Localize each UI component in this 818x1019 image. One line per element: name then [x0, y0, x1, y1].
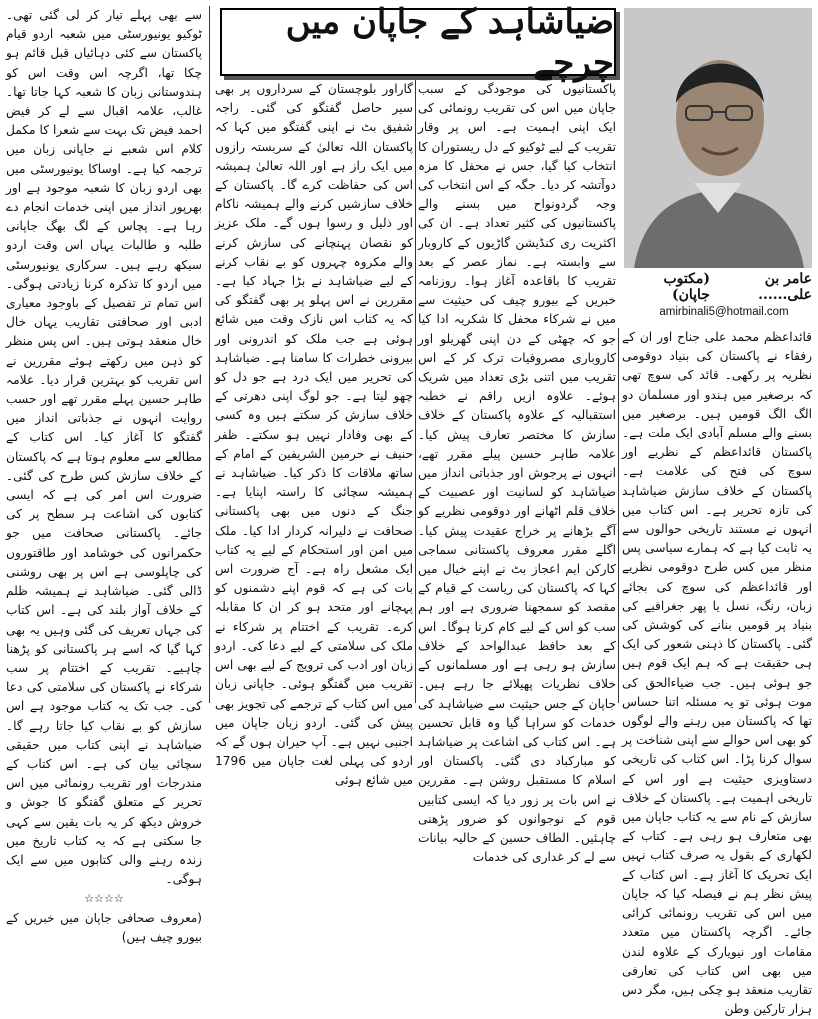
- author-portrait-icon: [624, 8, 812, 268]
- column-name: (مکتوب جاپان): [663, 271, 710, 303]
- headline: ضیاشاہد کے جاپان میں چرچے: [285, 2, 614, 83]
- author-email[interactable]: amirbinali5@hotmail.com: [659, 306, 789, 318]
- article-column-mid-left: [215, 80, 413, 788]
- article-column-right: [622, 328, 812, 1017]
- column-text: سے بھی پہلے تیار کر لی گئی تھی۔ ٹوکیو یونیورسٹی میں شعبہ اردو قیام پاکستان سے کئی دہائیاں قبل قائم ہو چکا تھا، اگرچہ اس وقت اس کو ہندوستانی زبان کا شعبہ کہا جاتا تھا۔ غالب، علامہ اقبال سے لے کر فیض احمد فیض تک بہت سے شعرا کا مکمل کلام اس شعبے نے جاپانی زبان میں ترجمہ کیا ہے۔ اوساکا یونیورسٹی میں بھی اردو زبان کا شعبہ موجود ہے اور بھرپور انداز میں اپنی خدمات انجام دے رہا ہے۔ پچاس کے لگ بھگ جاپانی طلبہ و طالبات یہاں اس وقت اردو سیکھ رہے ہیں۔ سرکاری یونیورسٹی میں اردو کا تذکرہ کرنا زیادتی ہوگی۔ اس تمام تر تفصیل کے باوجود معیاری ادبی اور صحافتی تقاریب یہاں خال خال منعقد ہوتی ہیں۔ اس پس منظر کو ذہن میں رکھتے ہوئے مقررین نے اس تقریب کو بہترین قرار دیا۔ علامہ طاہر حسین پہلے مقرر تھے اور حسب روایت انہوں نے جذباتی انداز میں گفتگو کا آغاز کیا۔ اس کتاب کے مطالعے سے معلوم ہوتا ہے کہ پاکستان کے خلاف سازش کس طرح کی گئی۔ ضرورت اس امر کی ہے کہ ایسی کتابوں کی اشاعت ہر سطح پر کی جائے۔ پاکستانی صحافت میں جو حکمرانوں کی خوشامد اور طاقتوروں کی چاپلوسی ہے اس پر بھی روشنی ڈالی گئی۔ ضیاشاہد نے ہمیشہ ظلم کے خلاف آواز بلند کی ہے۔ اس کتاب کی جہاں تعریف کی گئی وہیں یہ بھی کہا گیا کہ اسے ہر پاکستانی کو پڑھنا چاہیے۔ تقریب کے اختتام پر سب شرکاء نے پاکستان کی سلامتی کی دعا کی۔ جب تک یہ کتاب موجود ہے اس سازش کو بے نقاب کیا جاتا رہے گا۔ ضیاشاہد نے اپنی کتاب میں حقیقی سچائی بیان کی ہے۔ اس کتاب کے مندرجات اور تقریب رونمائی میں اس تحریر کے متعلق گفتگو کا جوش و خروش دیکھ کر یہ بات یقین سے کہی جا سکتی ہے کہ یہ کتاب تاریخ میں زندہ رہنے والی کتابوں میں سے ایک ہوگی۔: [6, 8, 202, 887]
- column-divider: [209, 6, 210, 703]
- headline-box: [220, 2, 616, 83]
- column-divider: [618, 328, 619, 703]
- author-name: عامر بن علی......: [758, 271, 812, 303]
- article-column-left: [6, 6, 202, 944]
- author-footnote: (معروف صحافی جاپان میں خبریں کے بیورو چیف ہیں): [6, 910, 202, 944]
- column-text: پاکستانیوں کی موجودگی کے سبب جاپان میں اس کی تقریب رونمائی کی ایک اپنی اہمیت ہے۔ اس پر وقار تقریب کے لیے ٹوکیو کے دل ریستوران کا انتخاب کیا گیا، جس نے محفل کا مزہ دوآتشہ کر دیا۔ جگہ کے اس انتخاب کی وجہ گردونواح میں بسنے والے پاکستانیوں کی کثیر تعداد ہے۔ ان کی اکثریت ری کنڈیشن گاڑیوں کے کاروبار سے وابستہ ہے۔ نماز عصر کے بعد تقریب کا باقاعدہ آغاز ہوا۔ روزنامہ خبریں کے بیورو چیف کی حیثیت سے میں نے شرکاء محفل کا شکریہ ادا کیا جو کہ چھٹی کے دن اپنی گھریلو اور کاروباری مصروفیات ترک کر کے اس تقریب میں اتنی بڑی تعداد میں شریک ہوئے۔ علاوہ ازیں راقم نے خطبہ استقبالیہ کے علاوہ پاکستان کے خلاف سازش کا مختصر تعارف پیش کیا۔ علامہ طاہر حسین پیلے مقرر تھے، انہوں نے پرجوش اور جذباتی انداز میں ضیاشاہد کو لسانیت اور عصبیت کے خلاف قلم اٹھانے اور دوقومی نظریے کو آگے بڑھانے پر خراج عقیدت پیش کیا۔ اگلے مقرر معروف پاکستانی سماجی کارکن ایم اعجاز بٹ نے اپنے خیال میں کہا کہ پاکستان کی ریاست کے قیام کے مقصد کو سمجھنا ضروری ہے اور ہم سب کو اس کے لیے کام کرنا ہوگا۔ اس کے بعد حافظ عبدالواحد کے خلاف سازش ہو رہی ہے اور مسلمانوں کے خلاف نظریات پھیلائے جا رہے ہیں۔ جاپان کے جس حیثیت سے ضیاشاہد کی خدمات کو سراہا گیا وہ قابل تحسین ہے۔ اس کتاب کی اشاعت پر ضیاشاہد کو مبارکباد دی گئی۔ پاکستان اور اسلام کا مستقبل روشن ہے۔ مقررین نے اس بات پر زور دیا کہ ایسی کتابیں قوم کے نوجوانوں کو ضرور پڑھنی چاہئیں۔ الطاف حسین کے حالیہ بیانات سے لے کر غداری کی خدمات: [418, 82, 616, 865]
- column-text: قائداعظم محمد علی جناح اور ان کے رفقاء نے پاکستان کی بنیاد دوقومی نظریہ پر رکھی۔ قائد کی سوچ تھی کہ برصغیر میں ہندو اور مسلمان دو الگ الگ قومیں ہیں۔ برصغیر میں بسنے والے مسلم آبادی ایک ملت ہے۔ پاکستان قائداعظم کے نظریے اور سوچ کی فتح کی علامت ہے۔ پاکستان کے خلاف سازش ضیاشاہد کی تازہ تحریر ہے۔ اس کتاب میں انہوں نے مستند تاریخی حوالوں سے یہ ثابت کیا ہے کہ ہمارے سیاسی پس منظر میں کس طرح دوقومی نظریے اور قائداعظم کی سوچ کی بجائے زبان، رنگ، نسل یا پھر جغرافیے کی بنیاد پر قومیں بنانے کی کوشش کی گئی۔ پاکستان کا ذہنی شعور کی ایک ہی حقیقت ہے کہ ہم ایک قوم ہیں جو ہوئی ہیں۔ جب ضیاءالحق کی موت ہوئی تو یہ مسئلہ اتنا حساس تھا کہ پاکستان میں رہنے والے لوگوں کو بھی اس حوالے سے اپنی شناخت پر سوال کرنا پڑا۔ اس کتاب کی تاریخی دستاویزی حیثیت ہے اور اس کے تاریخی اہمیت ہے۔ پاکستان کے خلاف سازش کے نام سے یہ کتاب جاپان میں بھی متعارف ہو رہی ہے۔ کتاب کے لکھاری کے بقول یہ صرف کتاب نہیں ایک تحریک کا آغاز ہے۔ اس کتاب کے پیش نظر ہم نے فیصلہ کیا کہ جاپان میں اس کی تقریب رونمائی کرائی جائے۔ اگرچہ پاکستان میں متعدد مقامات اور نیویارک کے علاوہ لندن میں بھی اس کتاب کی تعارفی تقاریب منعقد ہو چکی ہیں، مگر دس ہزار تارکین وطن: [622, 330, 812, 1017]
- article-column-mid-right: [418, 80, 616, 865]
- author-photo: [624, 8, 812, 268]
- section-ornament: ☆☆☆☆: [84, 892, 124, 906]
- column-text: گاراور بلوچستان کے سرداروں پر بھی سیر حاصل گفتگو کی گئی۔ راجہ شفیق بٹ نے اپنی گفتگو میں کہا کہ پاکستان اللہ تعالیٰ کے سربستہ رازوں میں ایک راز ہے اور اللہ تعالیٰ ہمیشہ اس کی حفاظت کرے گا۔ پاکستان کے خلاف سازشیں کرنے والے ہمیشہ ناکام اور ذلیل و رسوا ہوں گے۔ ملک عزیز کو نقصان پہنچانے کی سازش کرنے والے مکروہ چہروں کو بے نقاب کرنے کے لیے ضیاشاہد نے بڑا جہاد کیا ہے۔ مقررین نے اس پہلو پر بھی گفتگو کی کہ یہ کتاب اس نازک وقت میں شائع ہوئی ہے جب ملک کو اندرونی اور بیرونی خطرات کا سامنا ہے۔ ضیاشاہد کی تحریر میں ایک درد ہے جو دل کو چھو لیتا ہے۔ جو لوگ اپنی دھرتی کے خلاف سازش کر سکتے ہیں وہ کسی کے بھی وفادار نہیں ہو سکتے۔ ظفر حنیف نے حرمین الشریفین کے امام کے ساتھ ملاقات کا ذکر کیا۔ ضیاشاہد نے ہمیشہ سچائی کا راستہ اپنایا ہے۔ جنگ کے دنوں میں بھی پاکستانی صحافت نے دلیرانہ کردار ادا کیا۔ ملک میں امن اور استحکام کے لیے یہ کتاب ایک مشعل راہ ہے۔ آج ضرورت اس بات کی ہے کہ قوم اپنے دشمنوں کو پہچانے اور متحد ہو کر ان کا مقابلہ کرے۔ تقریب کے اختتام پر شرکاء نے ملک کی سلامتی کے لیے دعا کی۔ اردو زبان اور ادب کی ترویج کے لیے بھی اس تقریب میں گفتگو ہوئی۔ جاپانی زبان میں اس کتاب کے ترجمے کی تجویز بھی پیش کی گئی۔ اردو زبان جاپان میں اجنبی نہیں ہے۔ آپ حیران ہوں گے کہ اردو کی پہلی لغت جاپان میں 1796 میں شائع ہوئی: [215, 82, 413, 788]
- column-divider: [415, 80, 416, 703]
- author-band: [624, 272, 812, 302]
